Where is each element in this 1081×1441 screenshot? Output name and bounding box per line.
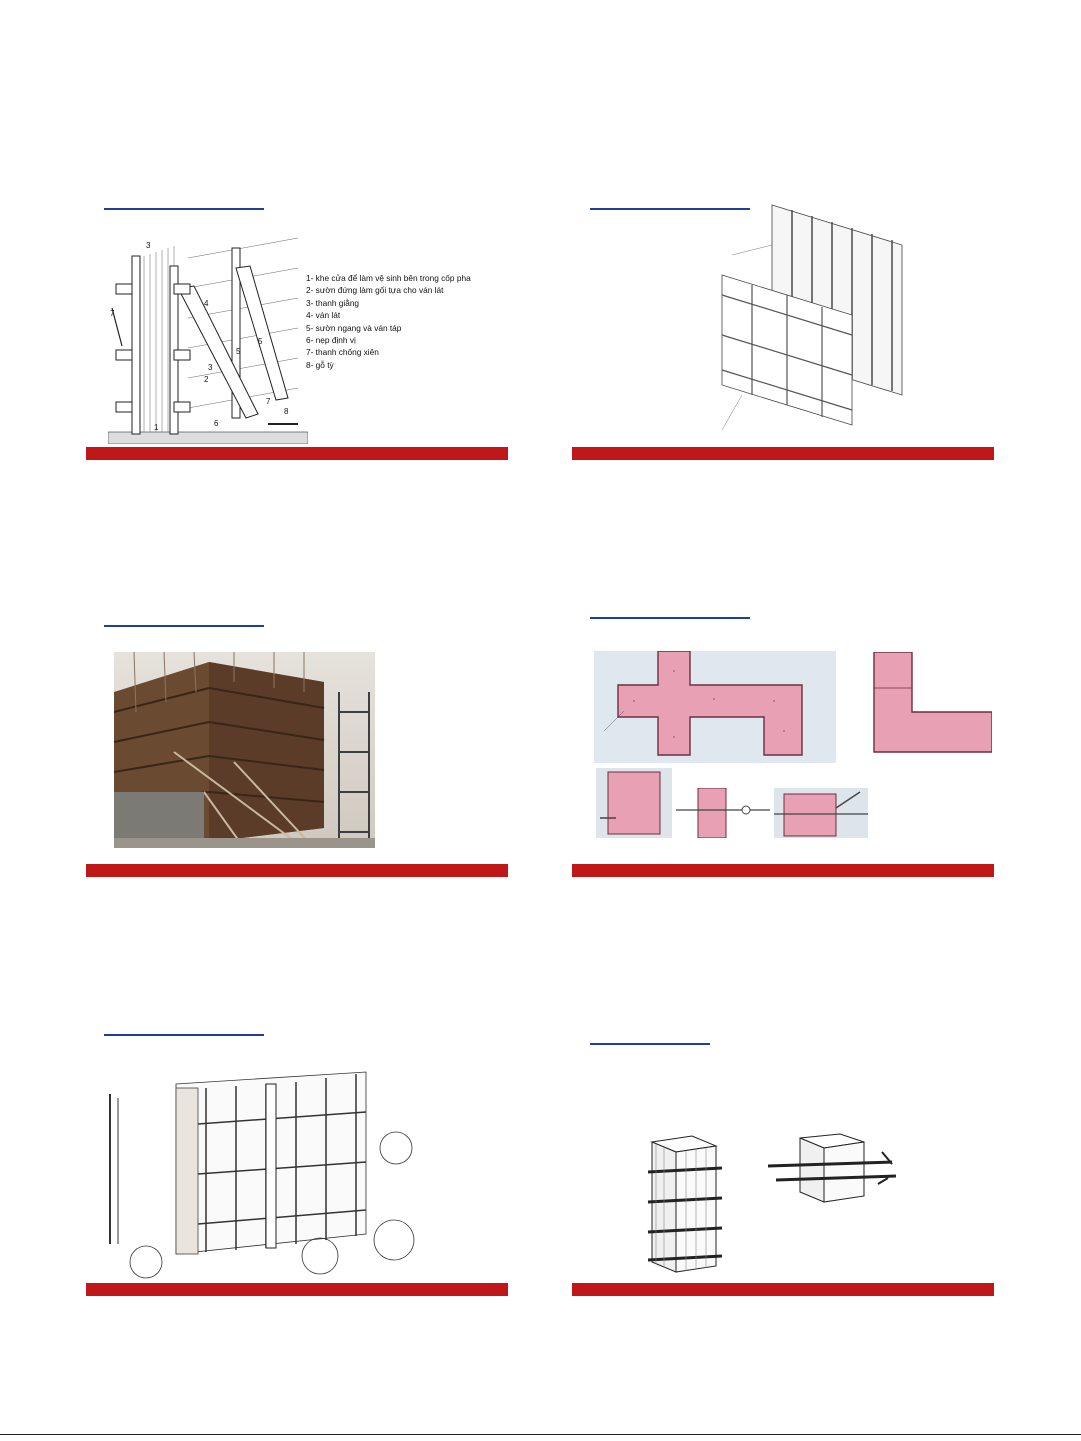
slide5-steel-formwork-drawing (106, 1064, 416, 1280)
callout-label: 3 (208, 363, 213, 372)
slide6-title-underline (590, 1043, 710, 1045)
slide4-junction-detail-2 (840, 652, 992, 764)
slide3-title-underline (104, 625, 264, 627)
slide4-panel-detail-1 (596, 768, 672, 838)
slide5-footer-bar (86, 1283, 508, 1296)
slide4-title-underline (590, 617, 750, 619)
slide5-title-underline (104, 1034, 264, 1036)
slide2-panel-drawing (712, 195, 912, 435)
slide1-title-underline (104, 208, 264, 210)
page-bottom-rule (0, 1434, 1081, 1435)
slide4-panel-detail-2 (676, 788, 770, 838)
slide4-panel-detail-3 (774, 788, 868, 838)
slide6-column-formwork-drawing (592, 1132, 922, 1274)
callout-label: 3 (146, 241, 151, 250)
legend-item: 1- khe cửa để làm vệ sinh bên trong cốp pha (306, 273, 471, 283)
callout-label: 7 (110, 309, 115, 318)
callout-label: 1 (154, 423, 159, 432)
legend-item: 2- sườn đứng làm gối tựa cho ván lát (306, 285, 444, 296)
legend-item: 7- thanh chống xiên (306, 347, 379, 358)
callout-label: 5 (236, 347, 241, 356)
callout-label: 4 (204, 299, 209, 308)
callout-label: 6 (214, 419, 219, 428)
legend-item: 3- thanh giằng (306, 297, 360, 308)
callout-label: 8 (284, 407, 289, 416)
legend-item: 4- ván lát (306, 310, 341, 321)
slide4-junction-detail-1 (594, 651, 836, 763)
callout-label: 7 (266, 397, 271, 406)
legend-item: 6- nẹp định vị (306, 335, 356, 346)
slide1-formwork-drawing (108, 228, 308, 444)
slide4-footer-bar (572, 864, 994, 877)
slide1-footer-bar (86, 447, 508, 460)
legend-item: 5- sườn ngang và ván táp (306, 322, 402, 333)
callout-label: 5 (258, 337, 263, 346)
slide6-footer-bar (572, 1283, 994, 1296)
slide1-legend (306, 272, 471, 371)
slide3-site-photo (114, 652, 375, 848)
callout-label: 2 (204, 375, 209, 384)
slide2-footer-bar (572, 447, 994, 460)
legend-item: 8- gỗ tỳ (306, 359, 334, 370)
slide3-footer-bar (86, 864, 508, 877)
